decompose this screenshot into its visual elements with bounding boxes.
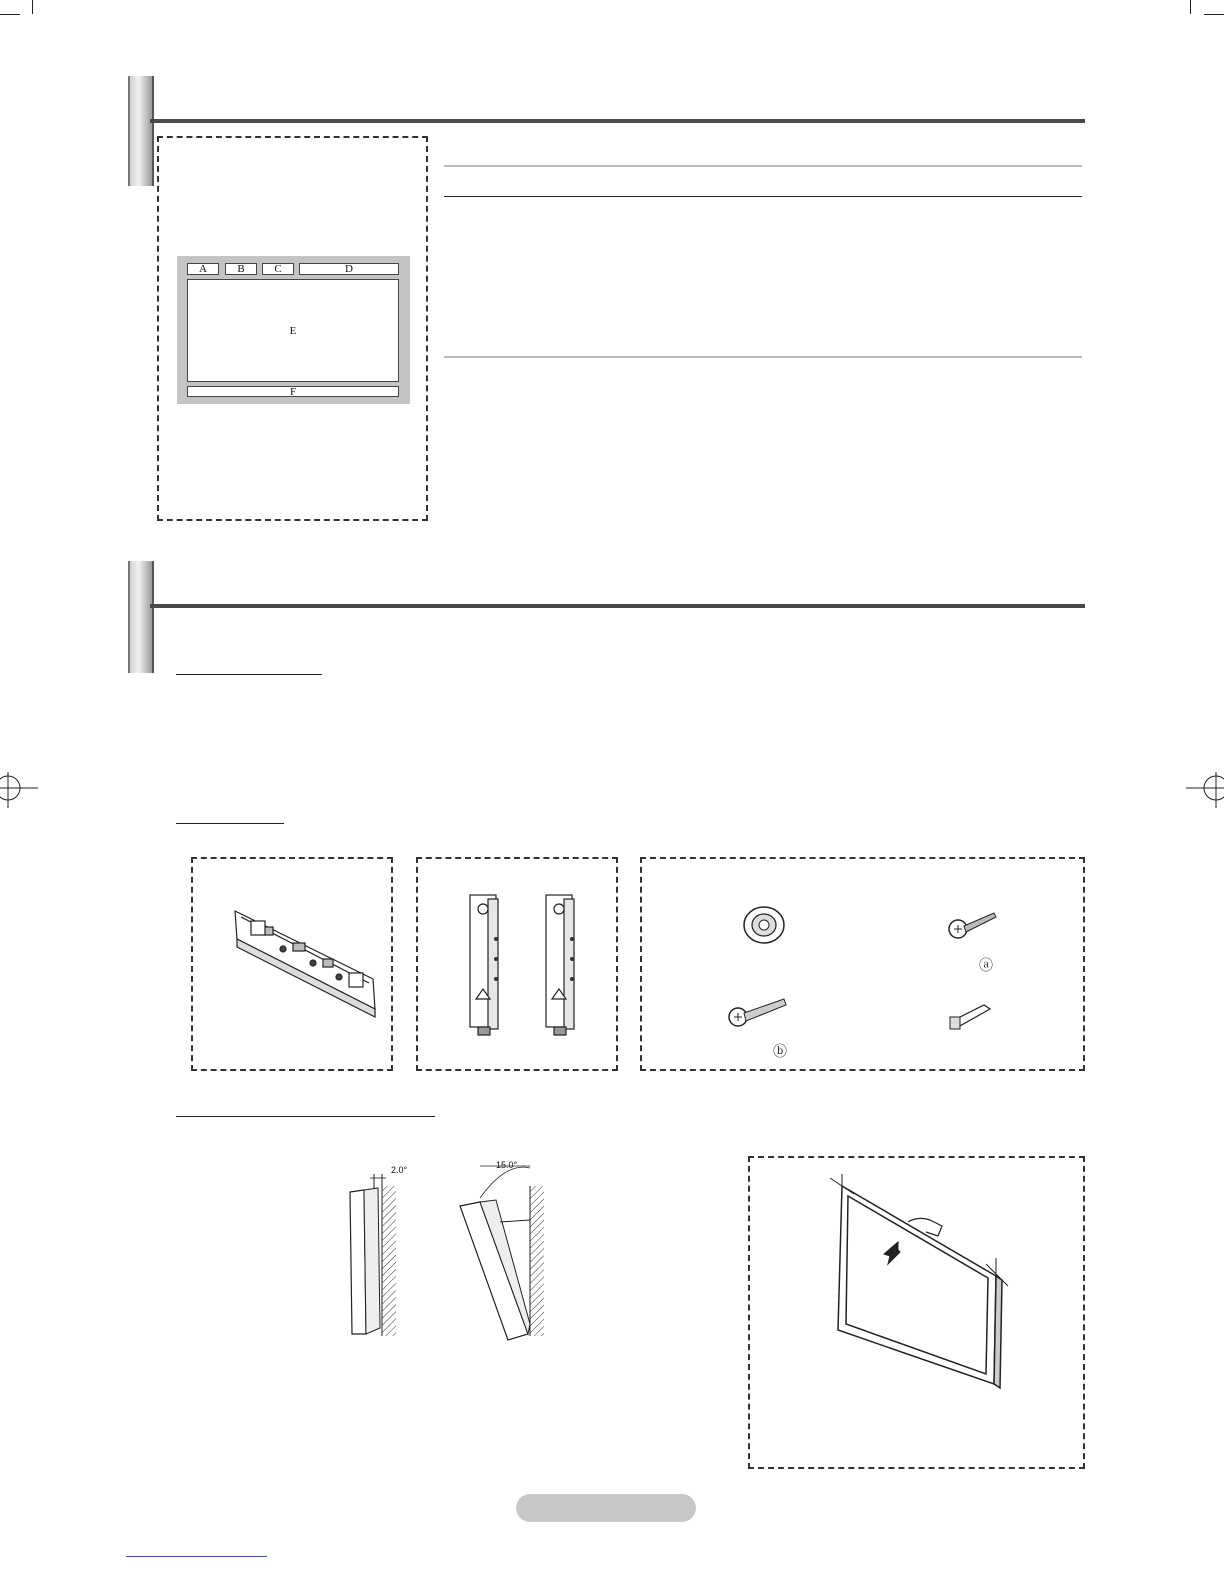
- section-1-subrule-top: [444, 165, 1082, 167]
- section-2-tab: [128, 561, 154, 673]
- osd-cell-b: B: [225, 263, 257, 275]
- section-1-rule: [150, 119, 1085, 123]
- subheading-underline-3: [176, 1116, 435, 1117]
- osd-info-box: [157, 136, 428, 521]
- section-1-subrule-mid: [444, 356, 1082, 358]
- screws-box: [640, 857, 1085, 1071]
- angle-large-label: 15.0°: [496, 1160, 518, 1170]
- crop-mark-top-left-h: [0, 14, 20, 15]
- subheading-underline-1: [176, 674, 322, 675]
- crop-mark-top-right-h: [1204, 14, 1224, 15]
- screw-a-label: ⓐ: [979, 958, 993, 974]
- anchor-icon: [944, 995, 1004, 1035]
- page-number-pill: [516, 1494, 696, 1522]
- crop-mark-top-left-v: [32, 0, 33, 14]
- registration-mark-right: [1184, 770, 1224, 810]
- osd-layout-diagram: [177, 256, 410, 404]
- section-1-tab: [128, 76, 154, 186]
- osd-cell-d: D: [299, 263, 399, 275]
- screw-b-label: ⓑ: [773, 1044, 787, 1060]
- osd-cell-a: A: [187, 263, 219, 275]
- wall-bracket-box: [191, 857, 393, 1071]
- tilt-adjust-box: [748, 1156, 1085, 1469]
- angle-small-label: 2.0°: [391, 1165, 408, 1175]
- registration-mark-left: [0, 770, 40, 810]
- crop-mark-top-right-v: [1190, 0, 1191, 14]
- osd-cell-e: E: [187, 279, 399, 382]
- hinge-box: [416, 857, 618, 1071]
- hinge-illustration: [418, 859, 616, 1069]
- osd-cell-c: C: [262, 263, 294, 275]
- wall-angle-diagram: [330, 1158, 570, 1348]
- subheading-underline-2: [176, 823, 284, 824]
- section-2-rule: [150, 604, 1085, 608]
- wall-bracket-illustration: [193, 859, 391, 1069]
- screw-a-icon: [944, 907, 1004, 947]
- footer-link-underline[interactable]: [126, 1556, 267, 1557]
- screw-b-icon: [724, 991, 794, 1031]
- osd-cell-f: F: [187, 386, 399, 397]
- tv-tilt-illustration: [750, 1158, 1083, 1467]
- plastic-hanger-icon: [734, 901, 794, 951]
- section-1-subrule-black: [444, 196, 1082, 197]
